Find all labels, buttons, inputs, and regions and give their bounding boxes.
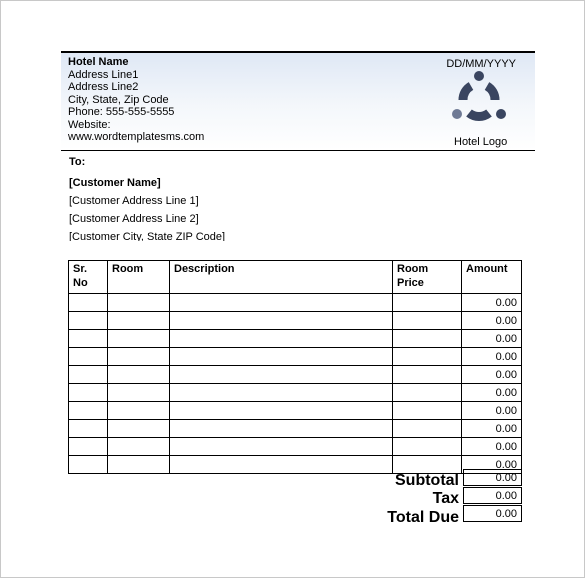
invoice-date: DD/MM/YYYY	[446, 58, 516, 70]
table-row	[69, 384, 522, 402]
cell-room-price[interactable]	[393, 438, 462, 456]
invoice-items-table	[68, 260, 522, 474]
cell-description[interactable]	[170, 348, 393, 366]
table-row	[69, 438, 522, 456]
cell-room-price[interactable]	[393, 294, 462, 312]
total-due-label: Total Due	[387, 509, 459, 526]
cell-amount[interactable]: 0.00	[462, 312, 522, 330]
cell-room-price[interactable]	[393, 348, 462, 366]
total-due-value[interactable]: 0.00	[463, 505, 522, 522]
subtotal-value[interactable]: 0.00	[463, 469, 522, 486]
cell-description[interactable]	[170, 456, 393, 474]
header-room-price-line2: Price	[397, 277, 424, 289]
cell-description[interactable]	[170, 438, 393, 456]
cell-sr-no[interactable]	[69, 456, 108, 474]
cell-sr-no[interactable]	[69, 420, 108, 438]
cell-room[interactable]	[108, 312, 170, 330]
hotel-name: Hotel Name	[68, 56, 129, 68]
table-row	[69, 348, 522, 366]
header-sr-no-line1: Sr.	[73, 263, 88, 275]
cell-amount[interactable]: 0.00	[462, 420, 522, 438]
cell-description[interactable]	[170, 420, 393, 438]
hotel-website: www.wordtemplatesms.com	[68, 131, 205, 143]
cell-amount[interactable]: 0.00	[462, 294, 522, 312]
cell-room-price[interactable]	[393, 402, 462, 420]
hotel-city-state-zip: City, State, Zip Code	[68, 93, 169, 106]
header-room-price-line1: Room	[397, 263, 429, 275]
header-room: Room	[108, 261, 170, 294]
cell-sr-no[interactable]	[69, 294, 108, 312]
cell-room[interactable]	[108, 456, 170, 474]
cell-sr-no[interactable]	[69, 438, 108, 456]
cell-room[interactable]	[108, 348, 170, 366]
hotel-address-line2: Address Line2	[68, 81, 139, 93]
table-row	[69, 312, 522, 330]
cell-amount[interactable]: 0.00	[462, 402, 522, 420]
cell-description[interactable]	[170, 294, 393, 312]
hotel-address-line1: Address Line1	[68, 68, 139, 81]
cell-description[interactable]	[170, 402, 393, 420]
cell-room-price[interactable]	[393, 420, 462, 438]
subtotal-label: Subtotal	[395, 472, 459, 489]
cell-sr-no[interactable]	[69, 384, 108, 402]
cell-amount[interactable]: 0.00	[462, 366, 522, 384]
cell-room[interactable]	[108, 330, 170, 348]
cell-amount[interactable]: 0.00	[462, 438, 522, 456]
cell-room[interactable]	[108, 420, 170, 438]
hotel-logo-icon	[449, 70, 509, 130]
cell-amount[interactable]: 0.00	[462, 348, 522, 366]
cell-sr-no[interactable]	[69, 366, 108, 384]
cell-amount[interactable]: 0.00	[462, 330, 522, 348]
tax-value[interactable]: 0.00	[463, 487, 522, 504]
hotel-website-label: Website:	[68, 118, 111, 131]
cell-sr-no[interactable]	[69, 402, 108, 420]
cell-room-price[interactable]	[393, 384, 462, 402]
cell-room-price[interactable]	[393, 456, 462, 474]
cell-room[interactable]	[108, 438, 170, 456]
cell-sr-no[interactable]	[69, 330, 108, 348]
customer-address-line2: [Customer Address Line 2]	[69, 213, 199, 225]
cell-description[interactable]	[170, 330, 393, 348]
table-row	[69, 366, 522, 384]
cell-sr-no[interactable]	[69, 348, 108, 366]
tax-label: Tax	[432, 490, 459, 507]
cell-room[interactable]	[108, 384, 170, 402]
table-header-row	[69, 261, 522, 294]
cell-amount[interactable]: 0.00	[462, 384, 522, 402]
cell-description[interactable]	[170, 366, 393, 384]
cell-room[interactable]	[108, 402, 170, 420]
hotel-phone: Phone: 555-555-5555	[68, 106, 175, 118]
customer-city-state-zip: [Customer City, State ZIP Code]	[69, 231, 226, 241]
header-amount: Amount	[462, 261, 522, 294]
header-sr-no	[69, 261, 108, 294]
cell-room[interactable]	[108, 366, 170, 384]
table-row	[69, 402, 522, 420]
table-row	[69, 420, 522, 438]
table-row	[69, 294, 522, 312]
hotel-info	[68, 56, 204, 144]
invoice-header	[61, 51, 535, 151]
cell-room-price[interactable]	[393, 366, 462, 384]
cell-amount[interactable]: 0.00	[462, 456, 522, 474]
cell-description[interactable]	[170, 312, 393, 330]
cell-room-price[interactable]	[393, 330, 462, 348]
table-row	[69, 330, 522, 348]
cell-sr-no[interactable]	[69, 312, 108, 330]
hotel-logo-label: Hotel Logo	[454, 136, 508, 148]
table-row	[69, 456, 522, 474]
header-description: Description	[170, 261, 393, 294]
header-room-price	[393, 261, 462, 294]
customer-name: [Customer Name]	[69, 177, 161, 189]
customer-address-line1: [Customer Address Line 1]	[69, 195, 199, 207]
cell-room-price[interactable]	[393, 312, 462, 330]
header-sr-no-line2: No	[73, 277, 88, 289]
cell-description[interactable]	[170, 384, 393, 402]
bill-to-label: To:	[69, 156, 86, 168]
cell-room[interactable]	[108, 294, 170, 312]
